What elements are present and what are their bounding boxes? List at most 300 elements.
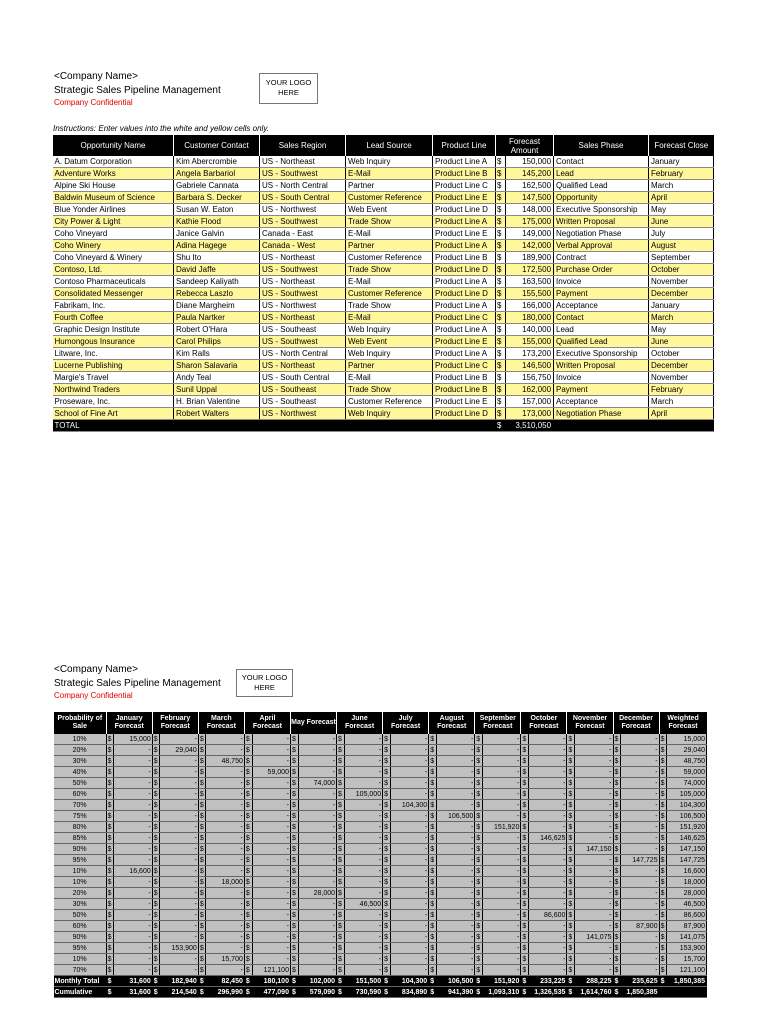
currency-symbol: $	[613, 833, 621, 844]
cell-source[interactable]: Customer Reference	[346, 396, 433, 408]
currency-symbol: $	[152, 954, 160, 965]
cell-region[interactable]: Canada - West	[260, 240, 346, 252]
month-forecast-cell: -	[575, 734, 613, 745]
currency-symbol: $	[244, 844, 252, 855]
cell-close[interactable]: January	[649, 300, 714, 312]
cell-close[interactable]: April	[649, 408, 714, 420]
month-forecast-cell: -	[621, 943, 659, 954]
cell-contact[interactable]: Rebecca Laszlo	[174, 288, 260, 300]
forecast-row	[54, 899, 707, 910]
cell-name[interactable]: Coho Winery	[53, 240, 174, 252]
forecast-col-header: August Forecast	[429, 712, 475, 734]
cell-amount[interactable]: 148,000	[506, 204, 554, 216]
cell-source[interactable]: Customer Reference	[346, 288, 433, 300]
currency-symbol: $	[290, 855, 298, 866]
cell-contact[interactable]: Sharon Salavaria	[174, 360, 260, 372]
pipeline-row	[53, 264, 714, 276]
cell-region[interactable]: US - Northeast	[260, 312, 346, 324]
cell-cur[interactable]: $	[496, 408, 506, 420]
cell-line[interactable]: Product Line C	[433, 180, 496, 192]
cell-name[interactable]: Coho Vineyard	[53, 228, 174, 240]
cell-source[interactable]: Web Inquiry	[346, 324, 433, 336]
currency-symbol: $	[429, 899, 437, 910]
cell-phase[interactable]: Negotiation Phase	[554, 228, 649, 240]
currency-symbol: $	[337, 756, 345, 767]
cell-line[interactable]: Product Line B	[433, 252, 496, 264]
cell-line[interactable]: Product Line B	[433, 372, 496, 384]
currency-symbol: $	[290, 888, 298, 899]
currency-symbol: $	[152, 833, 160, 844]
cell-amount[interactable]: 142,000	[506, 240, 554, 252]
monthly-total-cell: 151,500	[344, 976, 382, 987]
cell-amount[interactable]: 149,000	[506, 228, 554, 240]
cell-region[interactable]: US - North Central	[260, 180, 346, 192]
cell-line[interactable]: Product Line D	[433, 408, 496, 420]
cell-name[interactable]: Graphic Design Institute	[53, 324, 174, 336]
cell-contact[interactable]: Janice Galvin	[174, 228, 260, 240]
cell-name[interactable]: Margie's Travel	[53, 372, 174, 384]
cell-name[interactable]: School of Fine Art	[53, 408, 174, 420]
cell-name[interactable]: Lucerne Publishing	[53, 360, 174, 372]
cell-amount[interactable]: 172,500	[506, 264, 554, 276]
cell-phase[interactable]: Written Proposal	[554, 360, 649, 372]
cell-region[interactable]: US - Northeast	[260, 360, 346, 372]
cell-amount[interactable]: 155,000	[506, 336, 554, 348]
cell-name[interactable]: Proseware, Inc.	[53, 396, 174, 408]
month-forecast-cell: -	[114, 844, 152, 855]
cell-phase[interactable]: Contract	[554, 252, 649, 264]
cell-cur[interactable]: $	[496, 312, 506, 324]
cell-line[interactable]: Product Line E	[433, 192, 496, 204]
cell-name[interactable]: Contoso Pharmaceuticals	[53, 276, 174, 288]
cell-close[interactable]: March	[649, 312, 714, 324]
cumulative-row	[54, 987, 707, 998]
cell-cur[interactable]: $	[496, 324, 506, 336]
cell-source[interactable]: Customer Reference	[346, 252, 433, 264]
month-forecast-cell: -	[344, 855, 382, 866]
cumulative-cell: 31,600	[114, 987, 152, 998]
cell-cur[interactable]: $	[496, 204, 506, 216]
cell-source[interactable]: E-Mail	[346, 228, 433, 240]
cell-close[interactable]: November	[649, 372, 714, 384]
month-forecast-cell: -	[621, 734, 659, 745]
month-forecast-cell: 46,500	[344, 899, 382, 910]
cell-contact[interactable]: Robert Walters	[174, 408, 260, 420]
cell-name[interactable]: Baldwin Museum of Science	[53, 192, 174, 204]
currency-symbol: $	[567, 954, 575, 965]
cell-cur[interactable]: $	[496, 288, 506, 300]
currency-symbol: $	[567, 778, 575, 789]
month-forecast-cell: -	[621, 833, 659, 844]
cell-cur[interactable]: $	[496, 336, 506, 348]
cell-line[interactable]: Product Line A	[433, 240, 496, 252]
cell-amount[interactable]: 157,000	[506, 396, 554, 408]
cell-source[interactable]: Trade Show	[346, 216, 433, 228]
cell-contact[interactable]: Andy Teal	[174, 372, 260, 384]
pipeline-row	[53, 360, 714, 372]
cell-region[interactable]: US - South Central	[260, 372, 346, 384]
cell-amount[interactable]: 166,000	[506, 300, 554, 312]
cell-region[interactable]: US - Northeast	[260, 276, 346, 288]
currency-symbol: $	[429, 866, 437, 877]
month-forecast-cell: -	[252, 910, 290, 921]
cell-contact[interactable]: Adina Hagege	[174, 240, 260, 252]
cell-region[interactable]: US - Northwest	[260, 204, 346, 216]
cell-phase[interactable]: Acceptance	[554, 396, 649, 408]
cell-region[interactable]: US - Southwest	[260, 336, 346, 348]
cell-name[interactable]: Coho Vineyard & Winery	[53, 252, 174, 264]
cell-cur[interactable]: $	[496, 216, 506, 228]
cell-name[interactable]: Fabrikam, Inc.	[53, 300, 174, 312]
month-forecast-cell: -	[575, 954, 613, 965]
cell-contact[interactable]: Robert O'Hara	[174, 324, 260, 336]
cell-line[interactable]: Product Line A	[433, 216, 496, 228]
cell-amount[interactable]: 155,500	[506, 288, 554, 300]
currency-symbol: $	[198, 756, 206, 767]
cell-line[interactable]: Product Line B	[433, 384, 496, 396]
currency-symbol: $	[613, 877, 621, 888]
cell-cur[interactable]: $	[496, 228, 506, 240]
currency-symbol: $	[383, 734, 391, 745]
cell-phase[interactable]: Executive Sponsorship	[554, 348, 649, 360]
cell-phase[interactable]: Verbal Approval	[554, 240, 649, 252]
currency-symbol: $	[152, 888, 160, 899]
cell-name[interactable]: Northwind Traders	[53, 384, 174, 396]
month-forecast-cell: -	[390, 910, 428, 921]
month-forecast-cell: -	[436, 855, 474, 866]
month-forecast-cell: -	[206, 745, 244, 756]
cell-close[interactable]: April	[649, 192, 714, 204]
cell-contact[interactable]: Shu Ito	[174, 252, 260, 264]
cell-region[interactable]: US - Southeast	[260, 324, 346, 336]
currency-symbol: $	[152, 756, 160, 767]
month-forecast-cell: 16,600	[114, 866, 152, 877]
cell-contact[interactable]: Sandeep Kaliyath	[174, 276, 260, 288]
currency-symbol: $	[521, 954, 529, 965]
month-forecast-cell: -	[114, 767, 152, 778]
month-forecast-cell: -	[252, 734, 290, 745]
cell-cur[interactable]: $	[496, 372, 506, 384]
cell-phase[interactable]: Contact	[554, 156, 649, 168]
cell-cur[interactable]: $	[496, 264, 506, 276]
cell-amount[interactable]: 150,000	[506, 156, 554, 168]
cell-contact[interactable]: Gabriele Cannata	[174, 180, 260, 192]
cell-amount[interactable]: 162,000	[506, 384, 554, 396]
currency-symbol: $	[152, 734, 160, 745]
cell-cur[interactable]: $	[496, 384, 506, 396]
month-forecast-cell: -	[575, 745, 613, 756]
cell-region[interactable]: US - Southwest	[260, 288, 346, 300]
cell-name[interactable]: Consolidated Messenger	[53, 288, 174, 300]
cell-amount[interactable]: 146,500	[506, 360, 554, 372]
cell-phase[interactable]: Payment	[554, 288, 649, 300]
cell-region[interactable]: Canada - East	[260, 228, 346, 240]
cell-phase[interactable]: Lead	[554, 324, 649, 336]
cell-close[interactable]: August	[649, 240, 714, 252]
currency-symbol: $	[475, 866, 483, 877]
cell-amount[interactable]: 145,200	[506, 168, 554, 180]
cell-source[interactable]: Trade Show	[346, 384, 433, 396]
cell-close[interactable]: March	[649, 180, 714, 192]
forecast-row	[54, 844, 707, 855]
forecast-col-header: February Forecast	[152, 712, 198, 734]
cell-line[interactable]: Product Line D	[433, 204, 496, 216]
cell-line[interactable]: Product Line A	[433, 300, 496, 312]
cell-contact[interactable]: Sunil Uppal	[174, 384, 260, 396]
month-forecast-cell: -	[529, 866, 567, 877]
month-forecast-cell: -	[529, 844, 567, 855]
cell-source[interactable]: Web Event	[346, 204, 433, 216]
cell-region[interactable]: US - Southwest	[260, 168, 346, 180]
currency-symbol: $	[106, 778, 114, 789]
cell-contact[interactable]: H. Brian Valentine	[174, 396, 260, 408]
cell-source[interactable]: Trade Show	[346, 264, 433, 276]
month-forecast-cell: -	[529, 745, 567, 756]
month-forecast-cell: -	[206, 899, 244, 910]
cell-cur[interactable]: $	[496, 360, 506, 372]
cell-line[interactable]: Product Line D	[433, 264, 496, 276]
currency-symbol: $	[383, 800, 391, 811]
cell-close[interactable]: May	[649, 324, 714, 336]
month-forecast-cell: -	[621, 800, 659, 811]
cell-region[interactable]: US - Southeast	[260, 384, 346, 396]
cell-contact[interactable]: Carol Philips	[174, 336, 260, 348]
cell-name[interactable]: Litware, Inc.	[53, 348, 174, 360]
forecast-col-header: October Forecast	[521, 712, 567, 734]
month-forecast-cell: -	[298, 899, 336, 910]
cell-phase[interactable]: Invoice	[554, 276, 649, 288]
cell-phase[interactable]: Payment	[554, 384, 649, 396]
cell-cur[interactable]: $	[496, 168, 506, 180]
cell-line[interactable]: Product Line A	[433, 156, 496, 168]
cell-amount[interactable]: 147,500	[506, 192, 554, 204]
cell-phase[interactable]: Invoice	[554, 372, 649, 384]
month-forecast-cell: 104,300	[390, 800, 428, 811]
cell-source[interactable]: E-Mail	[346, 372, 433, 384]
cell-phase[interactable]: Written Proposal	[554, 216, 649, 228]
weighted-forecast-cell: 121,100	[667, 965, 707, 976]
cell-amount[interactable]: 163,500	[506, 276, 554, 288]
month-forecast-cell: -	[575, 833, 613, 844]
cell-line[interactable]: Product Line B	[433, 168, 496, 180]
cell-contact[interactable]: Barbara S. Decker	[174, 192, 260, 204]
cell-close[interactable]: February	[649, 384, 714, 396]
cell-source[interactable]: Web Inquiry	[346, 348, 433, 360]
month-forecast-cell: -	[575, 822, 613, 833]
cell-name[interactable]: Blue Yonder Airlines	[53, 204, 174, 216]
total-blank	[554, 420, 714, 432]
cell-phase[interactable]: Negotiation Phase	[554, 408, 649, 420]
currency-symbol: $	[567, 987, 575, 998]
cell-phase[interactable]: Lead	[554, 168, 649, 180]
cell-source[interactable]: Customer Reference	[346, 192, 433, 204]
currency-symbol: $	[429, 921, 437, 932]
currency-symbol: $	[198, 932, 206, 943]
currency-symbol: $	[244, 899, 252, 910]
currency-symbol: $	[198, 987, 206, 998]
cell-cur[interactable]: $	[496, 348, 506, 360]
cell-contact[interactable]: David Jaffe	[174, 264, 260, 276]
cell-close[interactable]: February	[649, 168, 714, 180]
cell-close[interactable]: September	[649, 252, 714, 264]
cell-close[interactable]: October	[649, 348, 714, 360]
cell-region[interactable]: US - Northeast	[260, 156, 346, 168]
forecast-col-header: November Forecast	[567, 712, 613, 734]
cell-line[interactable]: Product Line E	[433, 396, 496, 408]
cell-amount[interactable]: 189,900	[506, 252, 554, 264]
currency-symbol: $	[244, 767, 252, 778]
cell-cur[interactable]: $	[496, 396, 506, 408]
month-forecast-cell: -	[621, 756, 659, 767]
cell-close[interactable]: June	[649, 216, 714, 228]
cell-source[interactable]: E-Mail	[346, 312, 433, 324]
cell-close[interactable]: December	[649, 360, 714, 372]
currency-symbol: $	[659, 976, 667, 987]
currency-symbol: $	[337, 954, 345, 965]
cell-line[interactable]: Product Line D	[433, 288, 496, 300]
cell-region[interactable]: US - Northwest	[260, 408, 346, 420]
currency-symbol: $	[383, 987, 391, 998]
cell-close[interactable]: March	[649, 396, 714, 408]
cell-name[interactable]: Fourth Coffee	[53, 312, 174, 324]
cell-source[interactable]: Partner	[346, 360, 433, 372]
cell-phase[interactable]: Acceptance	[554, 300, 649, 312]
month-forecast-cell: -	[482, 866, 520, 877]
cell-region[interactable]: US - South Central	[260, 192, 346, 204]
cell-phase[interactable]: Qualified Lead	[554, 336, 649, 348]
currency-symbol: $	[659, 866, 667, 877]
cell-region[interactable]: US - North Central	[260, 348, 346, 360]
cell-region[interactable]: US - Southwest	[260, 264, 346, 276]
weighted-forecast-cell: 15,700	[667, 954, 707, 965]
cell-contact[interactable]: Susan W. Eaton	[174, 204, 260, 216]
cell-cur[interactable]: $	[496, 276, 506, 288]
month-forecast-cell: -	[529, 767, 567, 778]
cell-close[interactable]: January	[649, 156, 714, 168]
currency-symbol: $	[244, 866, 252, 877]
cell-amount[interactable]: 180,000	[506, 312, 554, 324]
cell-cur[interactable]: $	[496, 252, 506, 264]
currency-symbol: $	[198, 822, 206, 833]
cell-amount[interactable]: 156,750	[506, 372, 554, 384]
cell-source[interactable]: Web Inquiry	[346, 156, 433, 168]
cell-contact[interactable]: Diane Margheim	[174, 300, 260, 312]
cell-contact[interactable]: Kim Abercrombie	[174, 156, 260, 168]
cell-line[interactable]: Product Line C	[433, 360, 496, 372]
cell-name[interactable]: Contoso, Ltd.	[53, 264, 174, 276]
cell-source[interactable]: E-Mail	[346, 276, 433, 288]
cell-amount[interactable]: 175,000	[506, 216, 554, 228]
pipeline-col-header: Forecast Amount	[496, 135, 554, 156]
cell-line[interactable]: Product Line E	[433, 228, 496, 240]
cell-close[interactable]: October	[649, 264, 714, 276]
cell-line[interactable]: Product Line C	[433, 312, 496, 324]
cell-close[interactable]: July	[649, 228, 714, 240]
month-forecast-cell: -	[206, 778, 244, 789]
currency-symbol: $	[659, 811, 667, 822]
cell-name[interactable]: A. Datum Corporation	[53, 156, 174, 168]
cell-source[interactable]: E-Mail	[346, 168, 433, 180]
month-forecast-cell: -	[252, 822, 290, 833]
cell-name[interactable]: Humongous Insurance	[53, 336, 174, 348]
month-forecast-cell: -	[482, 734, 520, 745]
cell-region[interactable]: US - Northwest	[260, 300, 346, 312]
cell-line[interactable]: Product Line A	[433, 276, 496, 288]
month-forecast-cell: -	[390, 866, 428, 877]
cell-close[interactable]: December	[649, 288, 714, 300]
currency-symbol: $	[290, 756, 298, 767]
cell-line[interactable]: Product Line A	[433, 348, 496, 360]
cell-contact[interactable]: Paula Nartker	[174, 312, 260, 324]
month-forecast-cell: 18,000	[206, 877, 244, 888]
month-forecast-cell: -	[390, 767, 428, 778]
cell-amount[interactable]: 173,000	[506, 408, 554, 420]
month-forecast-cell: -	[482, 778, 520, 789]
currency-symbol: $	[152, 987, 160, 998]
cell-phase[interactable]: Contact	[554, 312, 649, 324]
currency-symbol: $	[290, 833, 298, 844]
cell-cur[interactable]: $	[496, 192, 506, 204]
cell-name[interactable]: Adventure Works	[53, 168, 174, 180]
cell-region[interactable]: US - Southwest	[260, 216, 346, 228]
month-forecast-cell: -	[114, 833, 152, 844]
cell-close[interactable]: May	[649, 204, 714, 216]
cell-cur[interactable]: $	[496, 156, 506, 168]
cell-source[interactable]: Partner	[346, 180, 433, 192]
probability-cell: 90%	[54, 844, 107, 855]
cell-source[interactable]: Partner	[346, 240, 433, 252]
cell-source[interactable]: Trade Show	[346, 300, 433, 312]
cell-contact[interactable]: Angela Barbariol	[174, 168, 260, 180]
cell-contact[interactable]: Kathie Flood	[174, 216, 260, 228]
cell-phase[interactable]: Executive Sponsorship	[554, 204, 649, 216]
cell-phase[interactable]: Qualified Lead	[554, 180, 649, 192]
currency-symbol: $	[244, 877, 252, 888]
currency-symbol: $	[383, 745, 391, 756]
currency-symbol: $	[429, 822, 437, 833]
cell-line[interactable]: Product Line E	[433, 336, 496, 348]
cumulative-cell: 579,090	[298, 987, 336, 998]
cell-region[interactable]: US - Northeast	[260, 252, 346, 264]
cell-contact[interactable]: Kim Ralls	[174, 348, 260, 360]
cell-phase[interactable]: Opportunity	[554, 192, 649, 204]
cell-source[interactable]: Web Event	[346, 336, 433, 348]
cell-line[interactable]: Product Line A	[433, 324, 496, 336]
month-forecast-cell: -	[436, 899, 474, 910]
cell-close[interactable]: June	[649, 336, 714, 348]
month-forecast-cell: -	[621, 877, 659, 888]
cell-phase[interactable]: Purchase Order	[554, 264, 649, 276]
cell-name[interactable]: City Power & Light	[53, 216, 174, 228]
currency-symbol: $	[521, 745, 529, 756]
cell-name[interactable]: Alpine Ski House	[53, 180, 174, 192]
currency-symbol: $	[659, 855, 667, 866]
cell-amount[interactable]: 162,500	[506, 180, 554, 192]
cell-cur[interactable]: $	[496, 300, 506, 312]
cell-cur[interactable]: $	[496, 180, 506, 192]
cell-cur[interactable]: $	[496, 240, 506, 252]
total-currency: $	[496, 420, 506, 432]
cell-amount[interactable]: 140,000	[506, 324, 554, 336]
currency-symbol: $	[475, 910, 483, 921]
currency-symbol: $	[613, 745, 621, 756]
cell-amount[interactable]: 173,200	[506, 348, 554, 360]
cell-source[interactable]: Web Inquiry	[346, 408, 433, 420]
forecast-row	[54, 943, 707, 954]
cell-region[interactable]: US - Southeast	[260, 396, 346, 408]
currency-symbol: $	[198, 789, 206, 800]
cell-close[interactable]: November	[649, 276, 714, 288]
